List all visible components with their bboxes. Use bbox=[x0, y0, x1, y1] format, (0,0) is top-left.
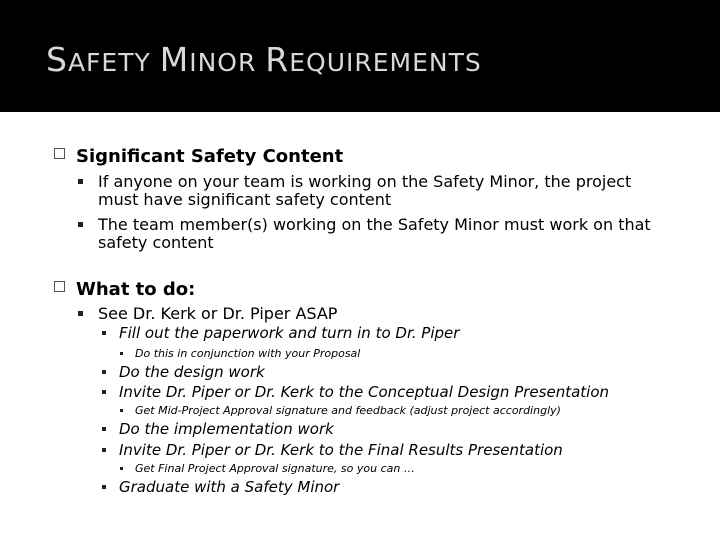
square-bullet-icon bbox=[102, 390, 106, 394]
list-item-text: See Dr. Kerk or Dr. Piper ASAP bbox=[98, 304, 338, 323]
square-bullet-icon bbox=[120, 467, 123, 470]
title-part: R bbox=[265, 40, 290, 79]
hollow-square-bullet-icon bbox=[54, 148, 65, 159]
square-bullet-icon bbox=[78, 179, 83, 184]
square-bullet-icon bbox=[102, 370, 106, 374]
list-item-text: The team member(s) working on the Safety Minor must work on that safety content bbox=[98, 215, 651, 252]
step-text: Fill out the paperwork and turn in to Dr. Piper bbox=[119, 324, 460, 342]
square-bullet-icon bbox=[102, 331, 106, 335]
section-heading-text: What to do: bbox=[76, 279, 196, 300]
list-item-text: If anyone on your team is working on the Safety Minor, the project must have significant safety content bbox=[98, 172, 632, 209]
title-part: S bbox=[46, 40, 68, 79]
step-text: Do the implementation work bbox=[119, 420, 334, 438]
square-bullet-icon bbox=[102, 427, 106, 431]
square-bullet-icon bbox=[102, 485, 106, 489]
sub-step-text: Get Final Project Approval signature, so you can … bbox=[135, 462, 415, 475]
title-part: AFETY bbox=[67, 48, 160, 77]
sub-step-text: Do this in conjunction with your Proposal bbox=[135, 347, 361, 360]
title-part: EQUIREMENTS bbox=[289, 48, 482, 77]
square-bullet-icon bbox=[78, 311, 83, 316]
step-text: Invite Dr. Piper or Dr. Kerk to the Final Results Presentation bbox=[119, 441, 563, 459]
hollow-square-bullet-icon bbox=[54, 281, 65, 292]
square-bullet-icon bbox=[102, 448, 106, 452]
section-heading-text: Significant Safety Content bbox=[76, 146, 344, 167]
step-text: Do the design work bbox=[119, 363, 265, 381]
square-bullet-icon bbox=[78, 222, 83, 227]
sub-step-text: Get Mid-Project Approval signature and feedback (adjust project accordingly) bbox=[135, 404, 561, 417]
title-part: INOR bbox=[189, 48, 266, 77]
step-text: Graduate with a Safety Minor bbox=[119, 478, 340, 496]
step-text: Invite Dr. Piper or Dr. Kerk to the Conceptual Design Presentation bbox=[119, 383, 610, 401]
square-bullet-icon bbox=[120, 409, 123, 412]
title-part: M bbox=[159, 40, 190, 79]
square-bullet-icon bbox=[120, 352, 123, 355]
